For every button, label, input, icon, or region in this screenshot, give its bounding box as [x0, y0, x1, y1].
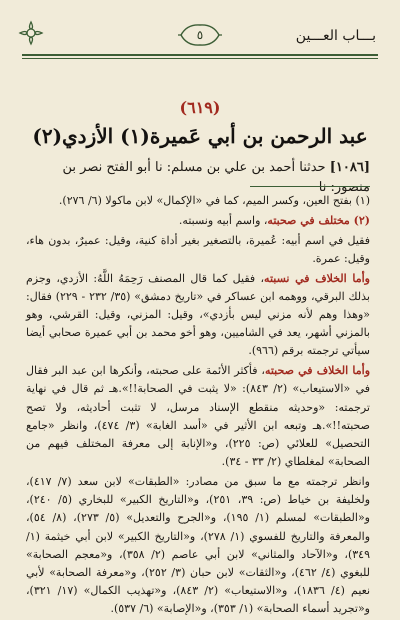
hadith-number: [١٠٨٦] [329, 160, 370, 175]
corner-ornament-icon [18, 20, 44, 46]
isnad-lead: حدثنا [299, 160, 326, 175]
footnote-1-text: (١) بفتح العين، وكسر الميم، كما في «الإكمال» لابن ماكولا (٦/ ٢٧٦). [58, 194, 370, 207]
footnote-2-father-name [26, 232, 370, 268]
footnote-separator [250, 186, 370, 187]
page-number-frame [177, 22, 223, 48]
companionship-label: وأما الخلاف في صحبته [264, 364, 371, 378]
entry-number: (٦١٩) [179, 98, 221, 117]
entry-title: عبد الرحمن بن أبي عَميرة(١) الأزدي(٢) [32, 124, 368, 148]
running-title: بـــاب العـــين [295, 28, 376, 44]
footnote-2-text: ، واسم أبيه ونسبته. [178, 213, 268, 227]
footnote-2-sources [26, 473, 370, 619]
footnote-2-companionship [26, 362, 370, 471]
lineage-label: وأما الخلاف في نسبته [264, 271, 370, 285]
footnote-1 [26, 192, 370, 210]
page-number: ٥ [196, 28, 204, 42]
footnote-2 [26, 212, 370, 230]
footnote-2-label: (٢) مختلف في صحبته [267, 213, 370, 227]
sources-text: وانظر ترجمته مع ما سبق من مصادر: «الطبقات» لابن سعد (٧/ ٤١٧)، ولخليفة بن خياط (ص: ٣٩، ٢٥١)، و«التاريخ الكبير» للبخاري (٥/ ٢٤٠)، و«الطبقات» لمسلم (١/ ١٩٥)، و«الجرح والتعديل» (٥/ ٢٧٣)، (٨/ ٥٤)، والمعرفة والتاريخ للفسوي (١/ ٢٧٨)، و«التاريخ الكبير» لابن أبي خيثمة (١/ ٣٤٩)، و«الآحاد والمثاني» لابن أبي عاصم (٢/ ٣٥٨)، و«معجم الصحابة» للبغوي (٤/ ٤٦٢)، و«الثقات» لابن حبان (٣/ ٢٥٢)، و«معرفة الصحابة» لأبي نعيم (٤/ ١٨٣٦)، و«الاستيعاب» (٢/ ٨٤٣)، و«تهذيب الكمال» (١٧/ ٣٢١)، و«تجريد أسماء الصحابة» (١/ ٣٥٣)، و«الإصابة» (٦/ ٥٣٧). [26, 475, 371, 616]
companionship-text: ، فأكثر الأئمة على صحبته، وأنكرها ابن عبد البر فقال في «الاستيعاب» (٢/ ٨٤٣): «لا يثبت في الصحابة!!».هـ ثم قال في نهاية ترجمته: «وحديثه منقطع الإسناد مرسل، لا تثبت أحاديثه، ولا تصح صحبته!!».هـ وتبعه ابن الأثير في «أسد الغابة» (٣/ ٤٧٤)، وانظر «جامع التحصيل» للعلائي (ص: ٢٢٥)، و«الإنابة إلى معرفة المختلف فيهم من الصحابة» لمغلطاي (٢/ ٣٣ - ٣٤). [26, 364, 370, 469]
page-header [22, 18, 378, 56]
lineage-text: ، فقيل كما قال المصنف رَحِمَهُ اللَّهُ: الأزدي، وجزم بذلك البرقي، ووهمه ابن عساكر في «تاريخ دمشق» (٣٥/ ٢٣٢ - ٢٢٩) فقال: «وهذا وهم لأنه مزني ليس بأزدي»، وقيل: المزني، وقيل: القرشي، وهو بالمزني أشهر، يعد في الشاميين، وهو أخو محمد بن أبي عميرة صحابي أيضا سيأتي ترجمته برقم (٩٦٦). [26, 271, 370, 358]
footnotes [26, 192, 370, 620]
isnad-text: أحمد بن علي بن مسلم: نا أبو الفتح نصر بن منصور: نا [62, 160, 370, 195]
footnote-2-lineage [26, 270, 370, 361]
father-name-text: فقيل في اسم أبيه: عُميرة، بالتصغير بغير أداة كنية، وقيل: عميرٌ، بدون هاء، وقيل: عمرة. [26, 233, 370, 265]
